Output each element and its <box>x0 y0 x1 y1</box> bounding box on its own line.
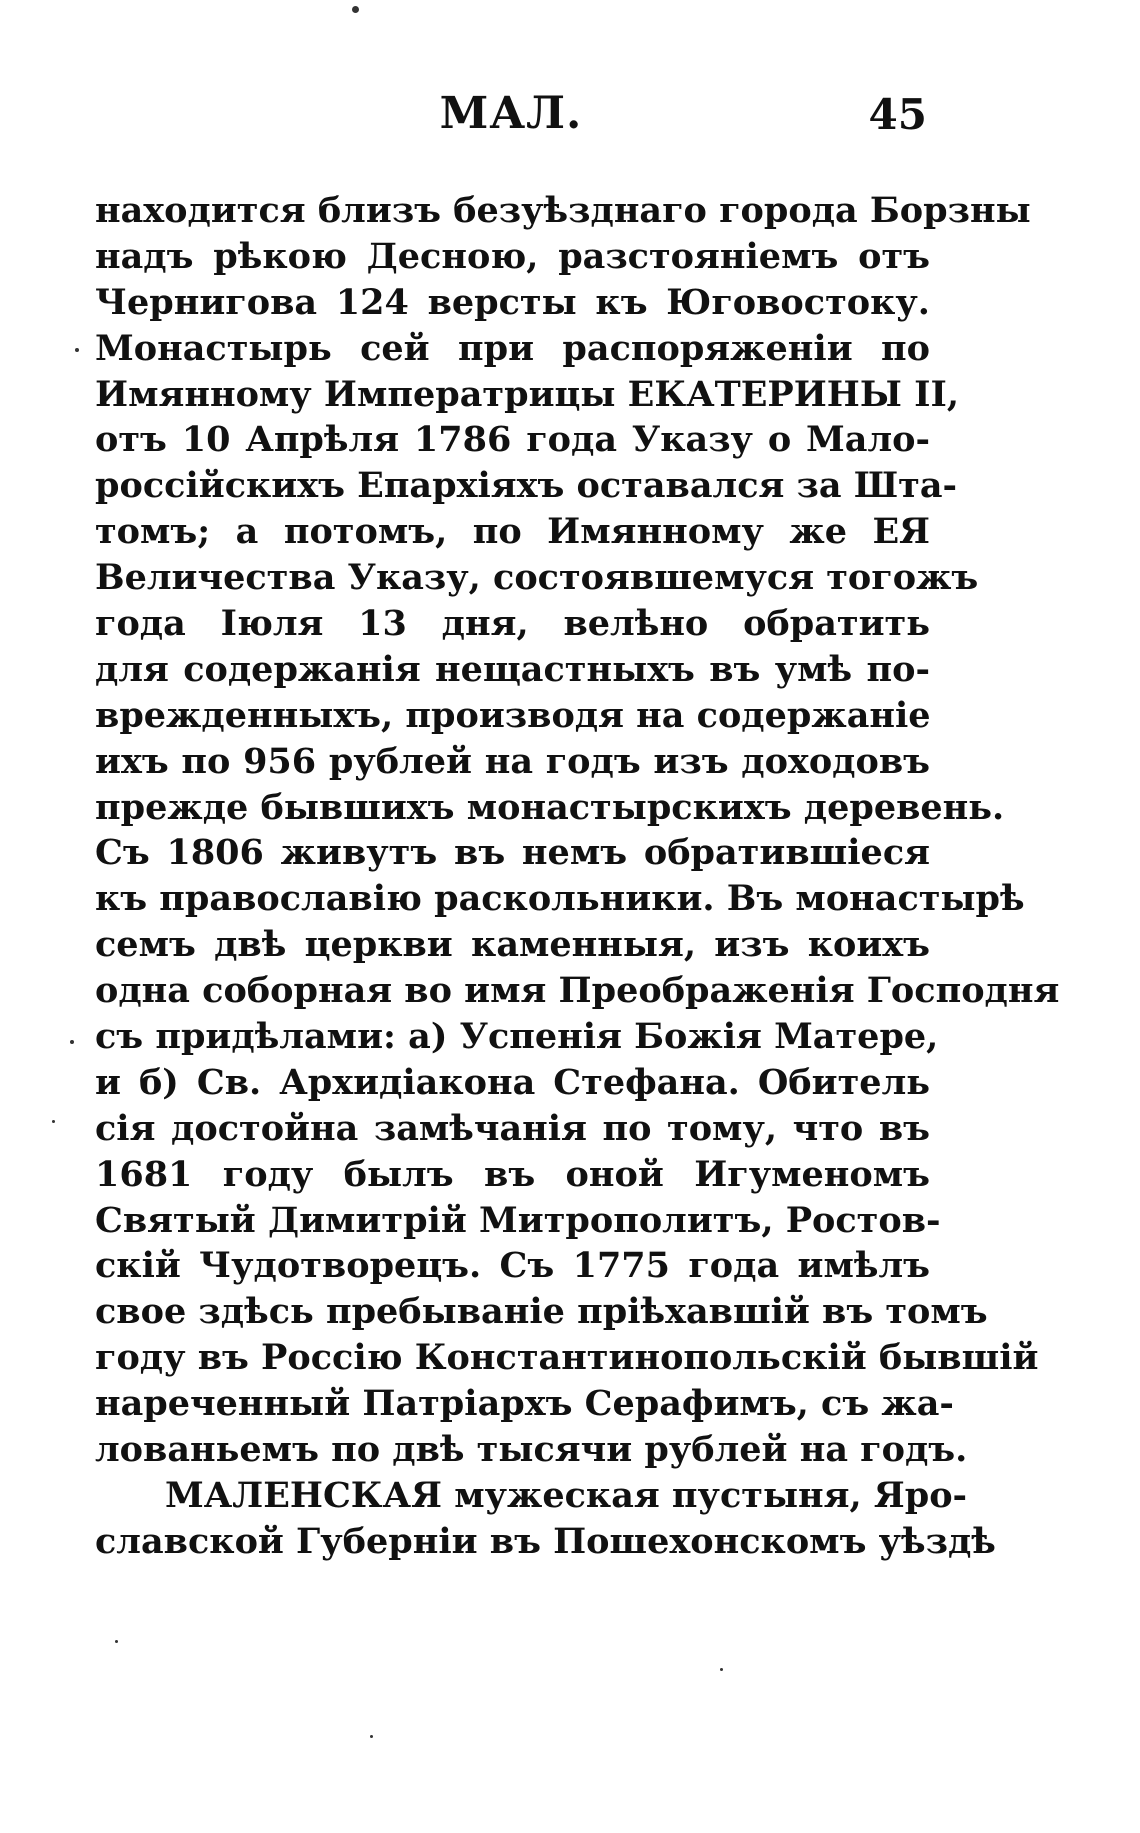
text-line: находится близъ безуѣзднаго города Борзны <box>95 190 1031 231</box>
text-line: Величества Указу, состоявшемуся тогожъ <box>95 557 979 599</box>
text-line: Чернигова 124 версты къ Юговостоку. <box>95 281 930 323</box>
text-line: надъ рѣкою Десною, разстояніемъ отъ <box>95 235 930 277</box>
text-line: томъ; а потомъ, по Имянному же ЕЯ <box>95 511 930 553</box>
text-line: Святый Димитрій Митрополитъ, Ростов- <box>95 1199 941 1241</box>
scan-speck <box>70 1040 74 1044</box>
scan-speck <box>75 348 79 352</box>
text-line: Имянному Императрицы ЕКАТЕРИНЫ II, <box>95 373 960 415</box>
text-line: россійскихъ Епархіяхъ оставался за Шта- <box>95 465 958 507</box>
text-line: ихъ по 956 рублей на годъ изъ доходовъ <box>95 740 930 782</box>
scan-speck <box>352 6 359 13</box>
scan-speck <box>52 1120 55 1123</box>
text-line: къ православію раскольники. Въ монастырѣ <box>95 878 1025 920</box>
page-number: 45 <box>868 90 927 139</box>
text-line: и б) Св. Архидіакона Стефана. Обитель <box>95 1061 930 1103</box>
body-text <box>95 188 1060 1565</box>
text-line: Съ 1806 живутъ въ немъ обратившіеся <box>95 832 930 874</box>
text-line: одна соборная во имя Преображенія Господня <box>95 970 1060 1012</box>
scan-speck <box>115 1640 118 1643</box>
text-line: Монастырь сей при распоряженіи по <box>95 327 930 369</box>
running-head: МАЛ. <box>439 88 583 139</box>
text-line: году въ Россію Константинопольскій бывшій <box>95 1337 1039 1379</box>
text-line: года Іюля 13 дня, велѣно обратить <box>95 603 930 645</box>
text-line: свое здѣсь пребываніе пріѣхавшій въ томъ <box>95 1291 988 1333</box>
text-line: МАЛЕНСКАЯ мужеская пустыня, Яро- <box>165 1474 968 1516</box>
scan-speck <box>370 1735 373 1738</box>
text-line: скій Чудотворецъ. Съ 1775 года имѣлъ <box>95 1245 930 1287</box>
text-line: семъ двѣ церкви каменныя, изъ коихъ <box>95 924 930 966</box>
text-line: нареченный Патріархъ Серафимъ, съ жа- <box>95 1383 954 1425</box>
page-header <box>95 88 927 148</box>
text-line: сія достойна замѣчанія по тому, что въ <box>95 1107 930 1149</box>
text-line: славской Губерніи въ Пошехонскомъ уѣздѣ <box>95 1520 996 1562</box>
text-line: прежде бывшихъ монастырскихъ деревень. <box>95 786 1005 828</box>
scan-speck <box>720 1668 723 1671</box>
text-line: съ придѣлами: а) Успенія Божія Матере, <box>95 1016 939 1058</box>
text-line: лованьемъ по двѣ тысячи рублей на годъ. <box>95 1429 968 1471</box>
text-line: врежденныхъ, производя на содержаніе <box>95 694 931 736</box>
text-line: отъ 10 Апрѣля 1786 года Указу о Мало- <box>95 419 930 461</box>
text-line: для содержанія нещастныхъ въ умѣ по- <box>95 648 930 690</box>
text-line: 1681 году былъ въ оной Игуменомъ <box>95 1153 930 1195</box>
